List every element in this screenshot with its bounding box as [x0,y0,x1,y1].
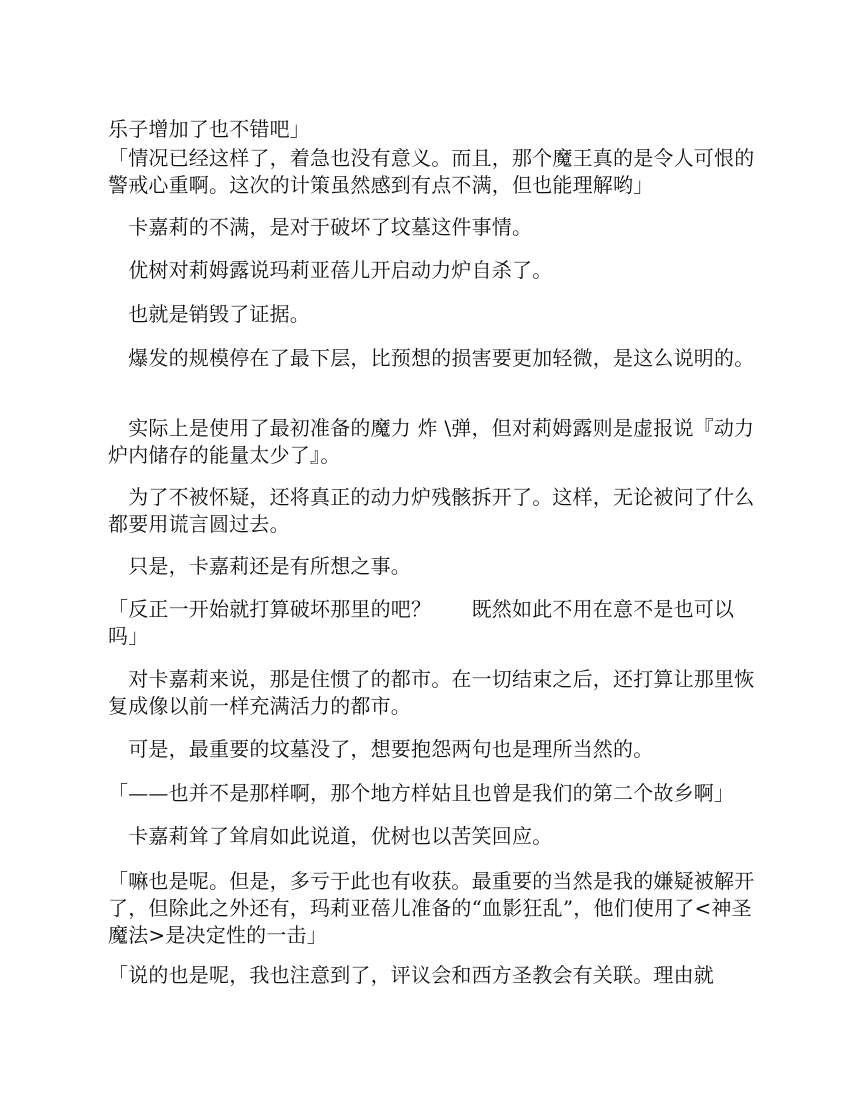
paragraph: 「情况已经这样了，着急也没有意义。而且，那个魔王真的是令人可恨的警戒心重啊。这次的计策虽然感到有点不满，但也能理解哟」 [108,146,755,197]
paragraph: 「——也并不是那样啊，那个地方样姑且也曾是我们的第二个故乡啊」 [108,781,735,805]
paragraph: 可是，最重要的坟墓没了，想要抱怨两句也是理所当然的。 [108,737,654,761]
paragraph: 「嘛也是呢。但是，多亏于此也有收获。最重要的当然是我的嫌疑被解开了，但除此之外还有，玛莉亚蓓儿准备的“血影狂乱”，他们使用了<神圣魔法>是决定性的一击」 [108,869,755,947]
paragraph: 「反正一开始就打算破坏那里的吧？ 既然如此不用在意不是也可以吗」 [108,597,735,648]
paragraph: 优树对莉姆露说玛莉亚蓓儿开启动力炉自杀了。 [108,258,553,282]
paragraph: 爆发的规模停在了最下层，比预想的损害要更加轻微，是这么说明的。 [108,346,755,370]
paragraph: 卡嘉莉的不满，是对于破坏了坟墓这件事情。 [108,215,533,239]
paragraph: 也就是销毁了证据。 [108,302,310,326]
paragraph: 对卡嘉莉来说，那是住惯了的都市。在一切结束之后，还打算让那里恢复成像以前一样充满活力的都市。 [108,667,755,718]
paragraph: 乐子增加了也不错吧」 [108,117,310,141]
paragraph: 只是，卡嘉莉还是有所想之事。 [108,554,411,578]
paragraph: 为了不被怀疑，还将真正的动力炉残骸拆开了。这样，无论被问了什么都要用谎言圆过去。 [108,485,755,536]
paragraph: 实际上是使用了最初准备的魔力 炸 \弹，但对莉姆露则是虚报说『动力炉内储存的能量太少了』。 [108,416,755,467]
paragraph: 卡嘉莉耸了耸肩如此说道，优树也以苦笑回应。 [108,824,553,848]
paragraph: 「说的也是呢，我也注意到了，评议会和西方圣教会有关联。理由就 [108,963,714,987]
